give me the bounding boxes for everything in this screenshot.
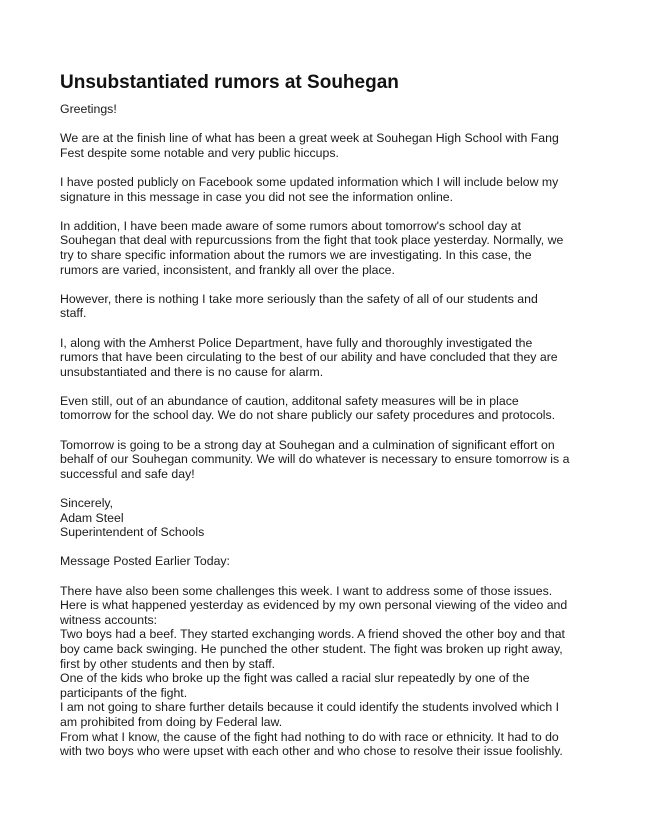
text-line: I have posted publicly on Facebook some updated information which I will include below my — [60, 174, 559, 189]
text-line: unsubstantiated and there is no cause for alarm. — [60, 364, 324, 379]
text-line: Two boys had a beef. They started exchanging words. A friend shoved the other boy and that — [60, 627, 565, 642]
earlier-message-heading: Message Posted Earlier Today: — [60, 554, 230, 569]
text-line: Fest despite some notable and very public hiccups. — [60, 145, 339, 160]
text-line: boy came back swinging. He punched the other student. The fight was broken up right away, — [60, 641, 563, 656]
text-line: Souhegan that deal with repurcussions from the fight that took place yesterday. Normally, we — [60, 233, 564, 248]
text-line: I am not going to share further details because it could identify the students involved which I — [60, 700, 559, 715]
text-line: From what I know, the cause of the fight had nothing to do with race or ethnicity. It had to do — [60, 729, 559, 744]
paragraph-rumors — [60, 219, 600, 277]
text-line: rumors are varied, inconsistent, and frankly all over the place. — [60, 262, 395, 277]
text-line: tomorrow for the school day. We do not share publicly our safety procedures and protocols. — [60, 408, 556, 423]
text-line: One of the kids who broke up the fight was called a racial slur repeatedly by one of the — [60, 671, 530, 686]
text-line: signature in this message in case you did not see the information online. — [60, 189, 454, 204]
text-line: with two boys who were upset with each other and who chose to resolve their issue foolishly. — [60, 744, 563, 759]
paragraph-safety-measures — [60, 394, 600, 423]
text-line: We are at the finish line of what has been a great week at Souhegan High School with Fang — [60, 131, 559, 146]
text-line: participants of the fight. — [60, 685, 188, 700]
greeting: Greetings! — [60, 102, 117, 116]
paragraph-tomorrow — [60, 438, 600, 482]
page-title: Unsubstantiated rumors at Souhegan — [60, 72, 399, 93]
text-line: staff. — [60, 306, 87, 321]
paragraph-earlier-message — [60, 584, 600, 759]
paragraph-safety — [60, 292, 600, 321]
text-line: witness accounts: — [60, 612, 158, 627]
signature-name: Adam Steel — [60, 510, 124, 525]
document-page — [60, 70, 600, 773]
paragraph-finish-line — [60, 131, 600, 160]
text-line: Even still, out of an abundance of caution, additonal safety measures will be in place — [60, 393, 519, 408]
text-line: Here is what happened yesterday as evidenced by my own personal viewing of the video and — [60, 598, 568, 613]
text-line: first by other students and then by staff. — [60, 656, 276, 671]
text-line: There have also been some challenges this week. I want to address some of those issues. — [60, 583, 553, 598]
paragraph-investigation — [60, 336, 600, 380]
text-line: I, along with the Amherst Police Department, have fully and thoroughly investigated the — [60, 335, 533, 350]
text-line: Tomorrow is going to be a strong day at Souhegan and a culmination of significant effort on — [60, 437, 555, 452]
text-line: try to share specific information about the rumors we are investigating. In this case, the — [60, 247, 532, 262]
signature-title: Superintendent of Schools — [60, 525, 205, 540]
signature-closing: Sincerely, — [60, 496, 114, 511]
paragraph-facebook-update — [60, 175, 600, 204]
text-line: am prohibited from doing by Federal law. — [60, 714, 283, 729]
text-line: successful and safe day! — [60, 466, 195, 481]
text-line: rumors that have been circulating to the best of our ability and have concluded that they are — [60, 350, 558, 365]
text-line: In addition, I have been made aware of some rumors about tomorrow's school day at — [60, 218, 521, 233]
text-line: behalf of our Souhegan community. We will do whatever is necessary to ensure tomorrow is a — [60, 452, 570, 467]
text-line: However, there is nothing I take more seriously than the safety of all of our students and — [60, 291, 538, 306]
signature-block — [60, 496, 600, 540]
